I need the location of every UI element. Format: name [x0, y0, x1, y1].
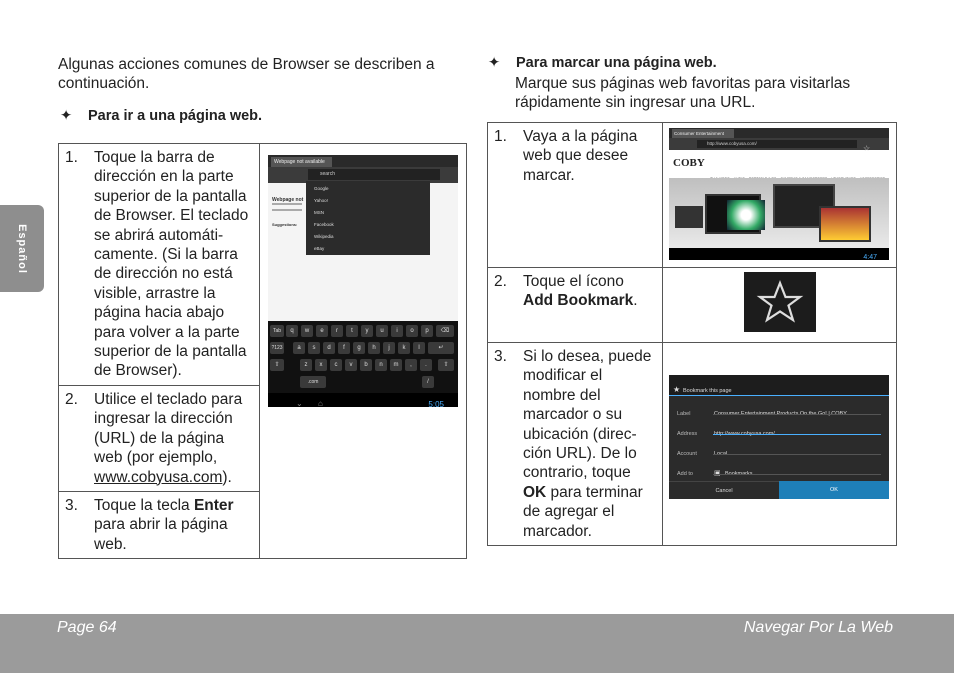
address-bar[interactable]: search	[308, 169, 440, 180]
bullet-star-icon: ✦	[488, 55, 501, 71]
keyboard	[268, 321, 458, 407]
key-g[interactable]: g	[353, 342, 365, 354]
key-j[interactable]: j	[383, 342, 395, 354]
left-bullet-text: Para ir a una página web.	[88, 108, 263, 124]
right-steps-table	[487, 122, 897, 546]
key-n[interactable]: n	[375, 359, 387, 371]
page-number: Page 64	[57, 619, 117, 636]
bookmark-dialog-cell	[663, 343, 897, 546]
key-slash[interactable]: /	[422, 376, 434, 388]
step-number: 1.	[494, 128, 507, 145]
suggest-0[interactable]: Google	[314, 186, 329, 191]
bookmark-star-icon[interactable]: ☆	[863, 144, 871, 153]
symbols-key[interactable]: ?123	[270, 342, 284, 354]
step-number: 3.	[65, 496, 78, 514]
nav-item[interactable]	[780, 170, 827, 178]
hero-banner	[669, 178, 889, 248]
coby-screenshot-cell	[663, 123, 897, 268]
suggest-list	[306, 181, 430, 255]
left-steps-table	[58, 143, 467, 559]
step-number: 2.	[65, 390, 78, 408]
right-description: Marque sus páginas web favoritas para visitarlas rápidamente sin ingresar una URL.	[515, 75, 851, 111]
step-text: Utilice el teclado para ingresar la dirección (URL) de la página web (por ejemplo,	[94, 390, 243, 467]
key-i[interactable]: i	[391, 325, 403, 337]
label-label: Label	[677, 411, 691, 417]
key-l[interactable]: l	[413, 342, 425, 354]
step-cell	[488, 343, 663, 546]
nav-item[interactable]	[831, 170, 856, 178]
add-bookmark-star-icon[interactable]	[744, 272, 816, 332]
key-e[interactable]: e	[316, 325, 328, 337]
account-label: Account	[677, 451, 697, 457]
addto-label: Add to	[677, 471, 693, 477]
ok-label: OK	[523, 483, 547, 501]
bullet-star-icon: ✦	[60, 108, 73, 124]
step-number: 3.	[494, 348, 507, 365]
page-title: Webpage not	[272, 197, 304, 203]
key-comma[interactable]: ,	[405, 359, 417, 371]
step-text-end: para terminar de agregar el marcador.	[523, 483, 643, 540]
step-cell	[59, 491, 260, 558]
enter-key-label: Enter	[193, 496, 234, 514]
clock: 5:05	[428, 400, 444, 407]
intro-text: Algunas acciones comunes de Browser se describen a continuación.	[58, 56, 435, 92]
key-z[interactable]: z	[300, 359, 312, 371]
key-w[interactable]: w	[301, 325, 313, 337]
shift-right-icon[interactable]: ⇧	[438, 359, 454, 371]
step-cell	[488, 123, 663, 268]
key-h[interactable]: h	[368, 342, 380, 354]
suggest-1[interactable]: Yahoo!	[314, 198, 328, 203]
step-number: 2.	[494, 273, 507, 290]
dialog-title: Bookmark this page	[683, 388, 732, 394]
coby-screenshot	[669, 128, 889, 260]
cancel-button[interactable]: Cancel	[669, 481, 779, 500]
key-period[interactable]: .	[420, 359, 432, 371]
step-cell	[59, 144, 260, 386]
key-v[interactable]: v	[345, 359, 357, 371]
key-o[interactable]: o	[406, 325, 418, 337]
example-link[interactable]: www.cobyusa.com	[94, 468, 223, 486]
address-bar[interactable]: http://www.cobyusa.com/	[697, 140, 857, 148]
step-text: Toque el ícono	[523, 273, 624, 290]
suggestions-label: Suggestions:	[272, 222, 298, 227]
shift-icon[interactable]: ⇧	[270, 359, 284, 371]
coby-logo: COBY	[673, 157, 705, 169]
com-key[interactable]: .com	[300, 376, 326, 388]
section-title: Navegar Por La Web	[743, 619, 893, 636]
bookmark-icon: ★	[673, 385, 681, 394]
key-t[interactable]: t	[346, 325, 358, 337]
clock: 4:47	[863, 254, 877, 260]
ok-button[interactable]: OK	[779, 481, 889, 499]
key-m[interactable]: m	[390, 359, 402, 371]
key-p[interactable]: p	[421, 325, 433, 337]
bookmark-dialog	[669, 375, 889, 499]
suggest-3[interactable]: Facebook	[314, 222, 334, 227]
key-q[interactable]: q	[286, 325, 298, 337]
nav-item[interactable]	[734, 170, 745, 178]
key-r[interactable]: r	[331, 325, 343, 337]
key-k[interactable]: k	[398, 342, 410, 354]
back-nav-icon[interactable]: ⌄	[296, 399, 303, 407]
step-number: 1.	[65, 149, 78, 166]
key-b[interactable]: b	[360, 359, 372, 371]
browser-tab: Webpage not available	[271, 157, 332, 167]
nav-item[interactable]	[749, 170, 777, 178]
step-cell	[59, 385, 260, 491]
step-text: Toque la barra de dirección en la parte superior de la pantalla de Browser. El teclado se abrirá automáti-camente. (Si la barra de dirección no está visible, arrastre la página hacia abajo para volver a la parte superior de la pantalla de Browser).	[94, 149, 249, 380]
add-bookmark-label: Add Bookmark	[523, 292, 634, 310]
key-y[interactable]: y	[361, 325, 373, 337]
right-bullet-text: Para marcar una página web.	[516, 55, 717, 71]
language-tab	[0, 205, 44, 292]
step-text: Toque la tecla	[94, 496, 194, 514]
browser-screenshot-cell	[260, 144, 467, 559]
browser-tab: Consumer Entertainment	[672, 129, 734, 138]
language-tab-label: Español	[16, 223, 29, 274]
enter-icon[interactable]: ↵	[428, 342, 454, 354]
step-text: Si lo desea, puede modificar el nombre del marcador o su ubicación (direc-ción URL). De lo contrario, toque	[523, 348, 652, 482]
key-c[interactable]: c	[330, 359, 342, 371]
browser-screenshot	[268, 155, 458, 407]
step-text-end: .	[633, 292, 638, 310]
nav-item[interactable]	[710, 170, 730, 178]
key-s[interactable]: s	[308, 342, 320, 354]
key-u[interactable]: u	[376, 325, 388, 337]
suggest-4[interactable]: Wikipedia	[314, 234, 334, 239]
step-text-end: ).	[222, 468, 232, 486]
step-text-end: para abrir la página web.	[94, 516, 228, 553]
nav-item[interactable]	[860, 170, 885, 178]
key-a[interactable]: a	[293, 342, 305, 354]
key-x[interactable]: x	[315, 359, 327, 371]
star-icon-cell	[663, 268, 897, 343]
tab-key[interactable]: Tab	[270, 325, 284, 337]
key-f[interactable]: f	[338, 342, 350, 354]
home-nav-icon[interactable]: ⌂	[318, 399, 323, 407]
suggest-2[interactable]: MSN	[314, 210, 324, 215]
coby-nav	[669, 170, 889, 178]
page-footer	[0, 614, 954, 673]
backspace-icon[interactable]: ⌫	[436, 325, 454, 337]
step-text: Vaya a la página web que desee marcar.	[523, 128, 638, 184]
step-cell	[488, 268, 663, 343]
key-d[interactable]: d	[323, 342, 335, 354]
suggest-5[interactable]: eBay	[314, 246, 325, 251]
address-label: Address	[677, 431, 698, 437]
